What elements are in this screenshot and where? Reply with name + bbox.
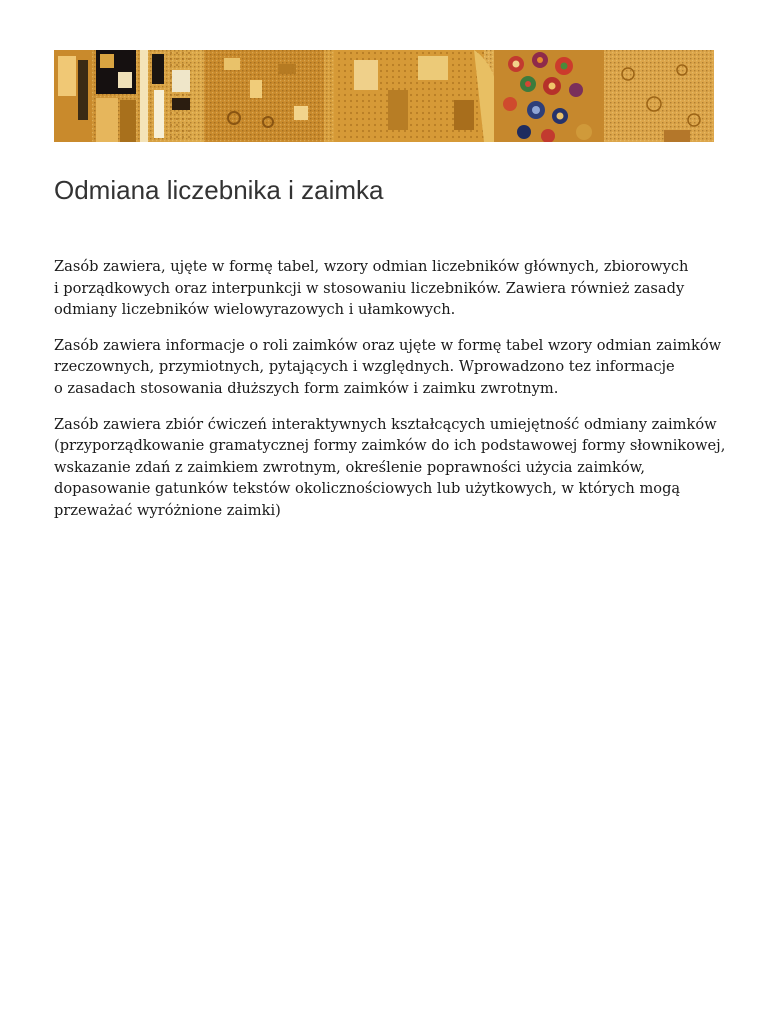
text-line: i porządkowych oraz interpunkcji w stosowaniu liczebników. Zawiera również zasady <box>54 279 685 297</box>
text-line: (przyporządkowanie gramatycznej formy zaimków do ich podstawowej formy słownikowej, <box>54 437 726 455</box>
paragraph-pronouns <box>54 335 722 400</box>
description-body <box>54 256 726 536</box>
text-line: Zasób zawiera, ujęte w formę tabel, wzory odmian liczebników głównych, zbiorowych <box>54 258 689 275</box>
text-line: odmiany liczebników wielowyrazowych i ułamkowych. <box>54 301 456 319</box>
text-line: przeważać wyróżnione zaimki) <box>54 501 281 519</box>
page-title: Odmiana liczebnika i zaimka <box>54 175 384 205</box>
paragraph-exercises <box>54 414 726 522</box>
banner-image <box>54 50 714 142</box>
text-line: Zasób zawiera informacje o roli zaimków oraz ujęte w formę tabel wzory odmian zaimków <box>54 336 722 354</box>
text-line: Zasób zawiera zbiór ćwiczeń interaktywnych kształcących umiejętność odmiany zaimków <box>54 415 717 433</box>
text-line: rzeczownych, przymiotnych, pytających i względnych. Wprowadzono tez informacje <box>54 358 675 376</box>
text-line: dopasowanie gatunków tekstów okolicznościowych lub użytkowych, w których mogą <box>54 480 681 498</box>
klimt-art-banner <box>54 50 714 142</box>
paragraph-numerals <box>54 256 714 321</box>
text-line: wskazanie zdań z zaimkiem zwrotnym, określenie poprawności użycia zaimków, <box>54 458 646 476</box>
text-line: o zasadach stosowania dłuższych form zaimków i zaimku zwrotnym. <box>54 379 559 397</box>
